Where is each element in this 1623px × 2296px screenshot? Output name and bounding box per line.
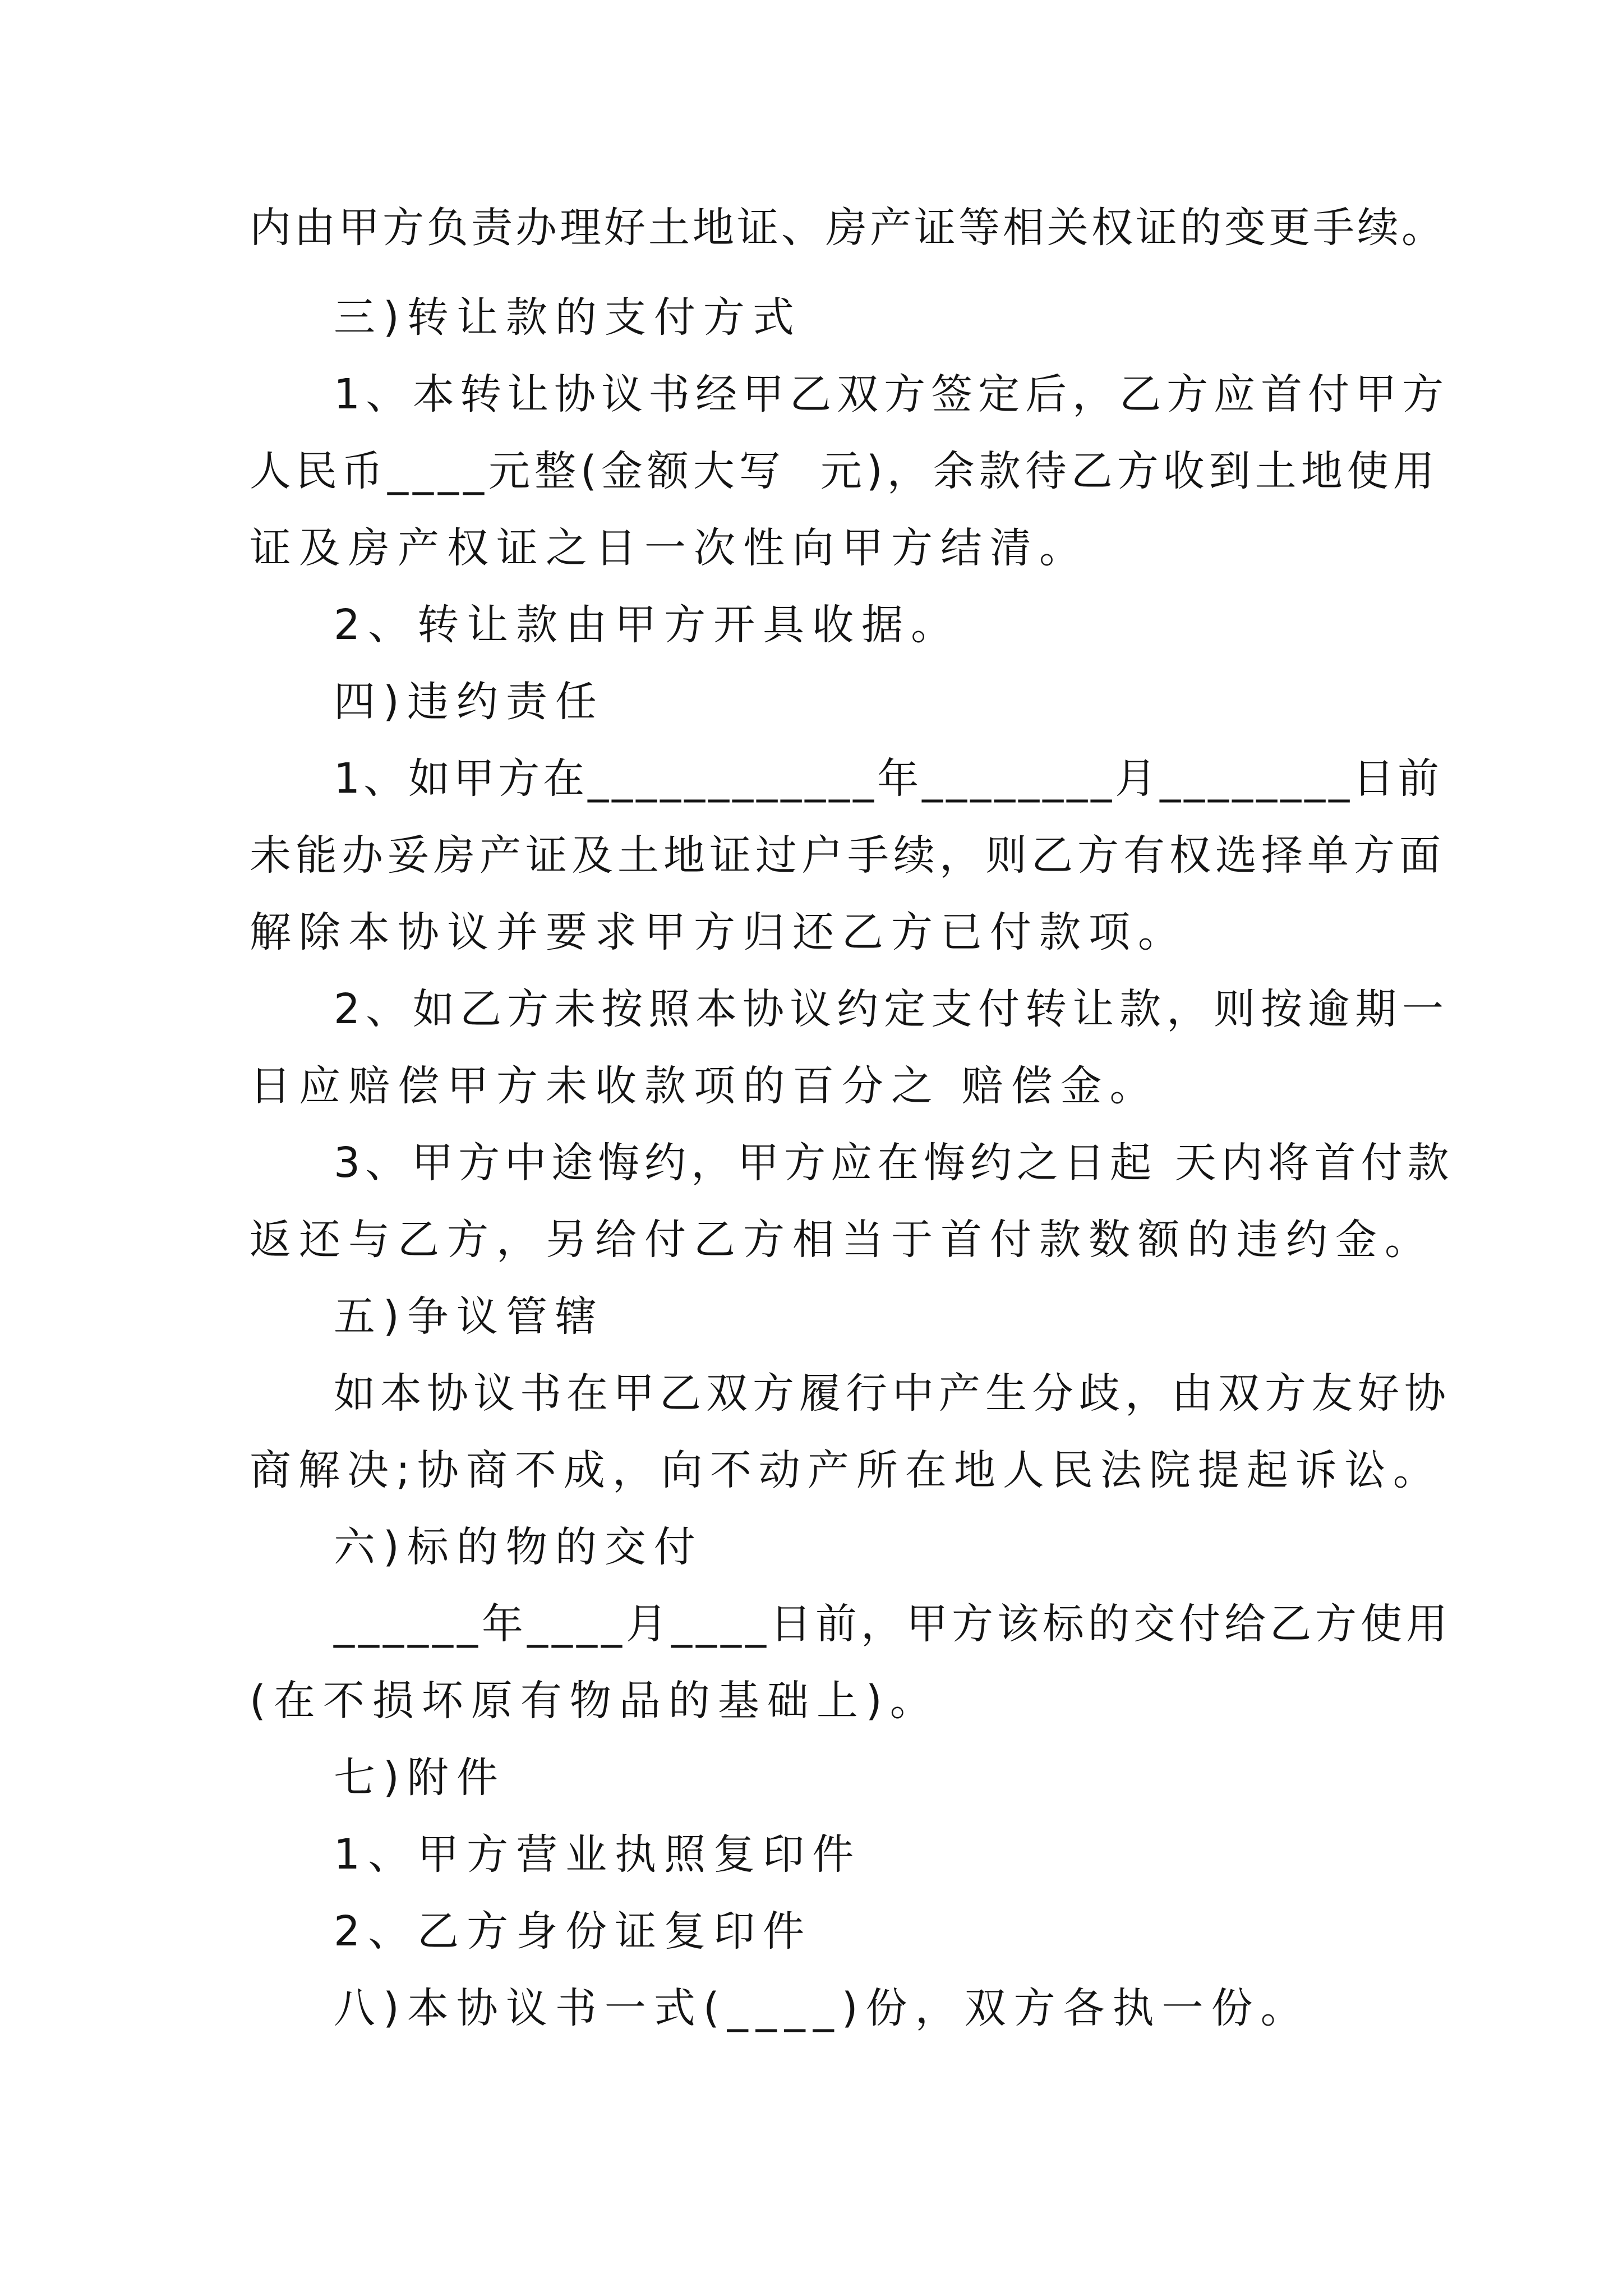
paragraph-line: 1、甲方营业执照复印件 bbox=[334, 1830, 862, 1879]
paragraph-line: 1、如甲方在____________年________月________日前 bbox=[334, 754, 1443, 803]
paragraph-line: 内由甲方负责办理好土地证、房产证等相关权证的变更手续。 bbox=[250, 204, 1446, 252]
paragraph-line: 1、本转让协议书经甲乙双方签定后，乙方应首付甲方 bbox=[334, 370, 1450, 418]
paragraph-line: 2、如乙方未按照本协议约定支付转让款，则按逾期一 bbox=[334, 985, 1450, 1033]
paragraph-line: 未能办妥房产证及土地证过户手续，则乙方有权选择单方面 bbox=[250, 831, 1445, 880]
paragraph-line: 日应赔偿甲方未收款项的百分之 赔偿金。 bbox=[250, 1062, 1159, 1110]
section-heading-7: 七)附件 bbox=[334, 1754, 506, 1802]
section-heading-6: 六)标的物的交付 bbox=[334, 1523, 703, 1571]
paragraph-line: 商解决;协商不成，向不动产所在地人民法院提起诉讼。 bbox=[250, 1446, 1442, 1494]
paragraph-line: 人民币____元整(金额大写 元)，余款待乙方收到土地使用 bbox=[250, 447, 1439, 495]
section-heading-5: 五)争议管辖 bbox=[334, 1292, 605, 1341]
paragraph-line: 返还与乙方，另给付乙方相当于首付款数额的违约金。 bbox=[250, 1216, 1434, 1264]
section-heading-4: 四)违约责任 bbox=[334, 678, 605, 726]
paragraph-line: 2、转让款由甲方开具收据。 bbox=[334, 601, 961, 649]
paragraph-line: (在不损坏原有物品的基础上)。 bbox=[250, 1677, 939, 1725]
paragraph-line: 2、乙方身份证复印件 bbox=[334, 1907, 813, 1955]
section-heading-8: 八)本协议书一式(____)份，双方各执一份。 bbox=[334, 1984, 1310, 2032]
paragraph-line: 如本协议书在甲乙双方履行中产生分歧，由双方友好协 bbox=[334, 1369, 1451, 1418]
paragraph-line: 3、甲方中途悔约，甲方应在悔约之日起 天内将首付款 bbox=[334, 1139, 1454, 1187]
paragraph-line: 解除本协议并要求甲方归还乙方已付款项。 bbox=[250, 908, 1187, 956]
paragraph-line: 证及房产权证之日一次性向甲方结清。 bbox=[250, 524, 1089, 572]
section-heading-3: 三)转让款的支付方式 bbox=[334, 293, 802, 342]
paragraph-line: ______年____月____日前，甲方该标的交付给乙方使用 bbox=[334, 1600, 1451, 1648]
